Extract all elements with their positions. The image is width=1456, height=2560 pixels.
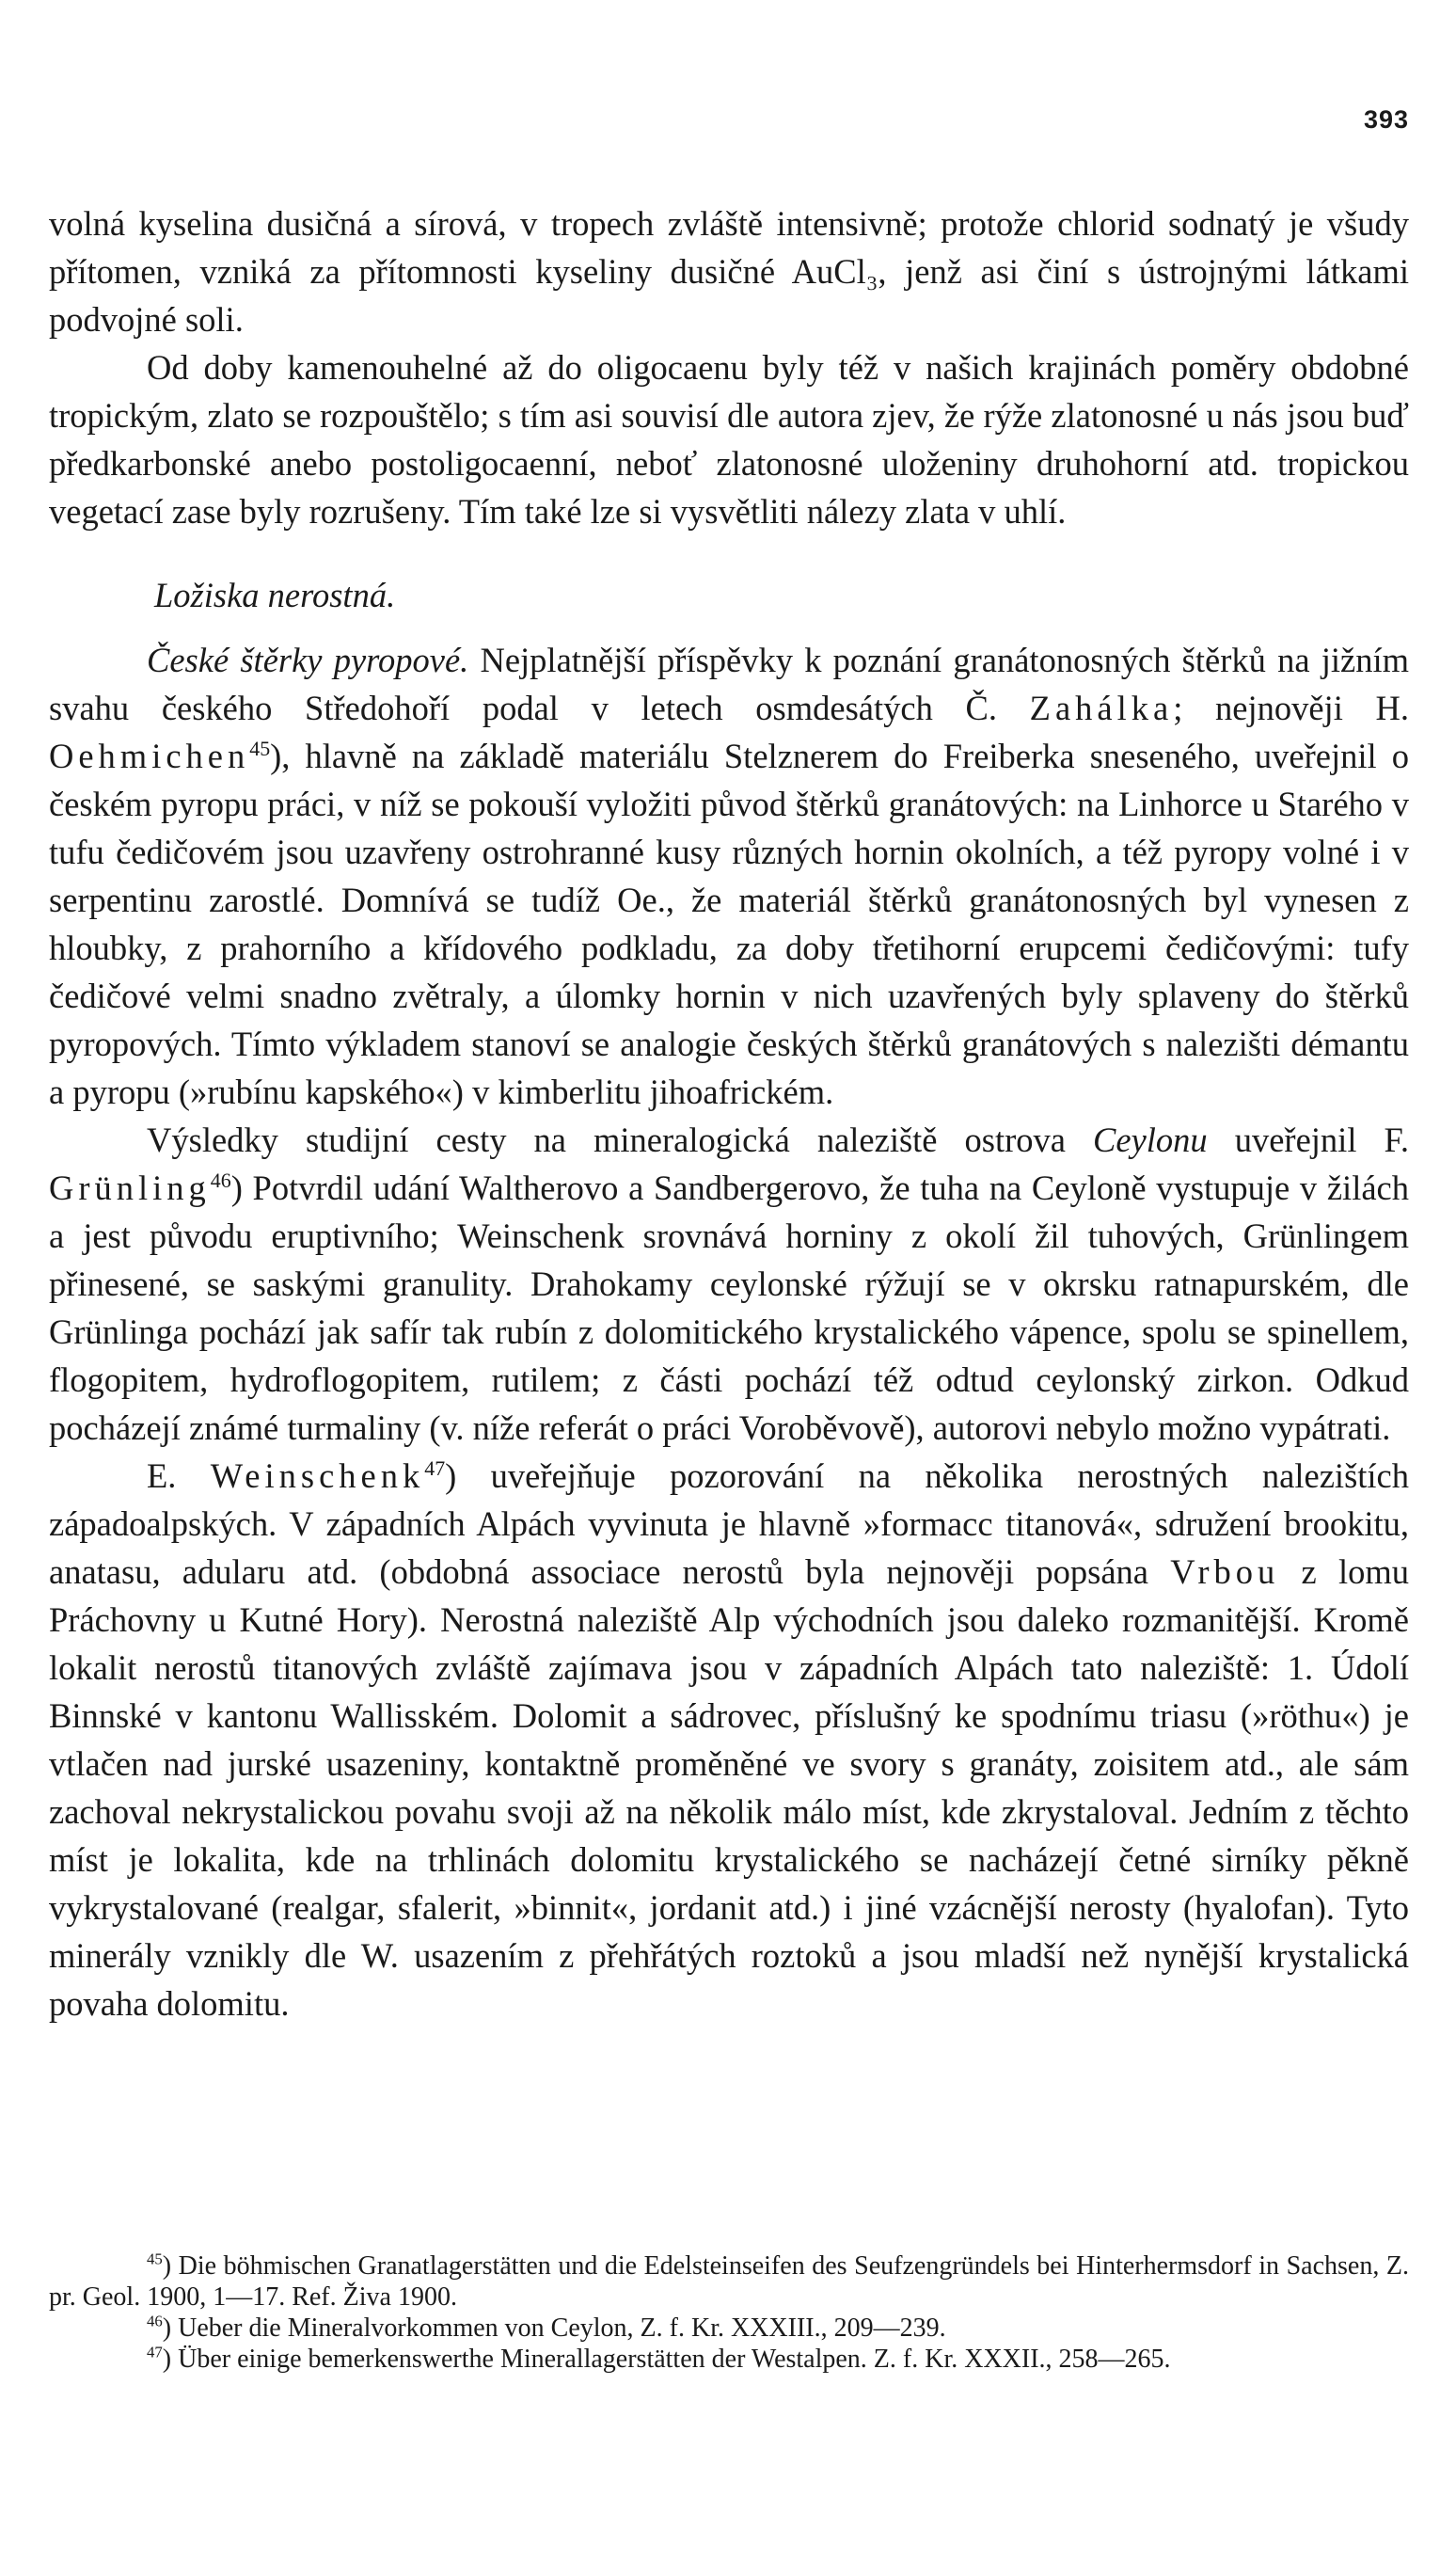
main-text [49, 199, 1409, 2027]
footnote-text: ) Über einige bemerkenswerthe Minerallagerstätten der Westalpen. Z. f. Kr. XXXII., 258—265. [162, 2345, 1171, 2374]
footnote [49, 2313, 1409, 2344]
footnote-ref: 45 [249, 736, 271, 760]
text-run: uveřejnil F. [1207, 1121, 1409, 1159]
footnote-text: ) Ueber die Mineralvorkommen von Ceylon, Z. f. Kr. XXXIII., 209—239. [162, 2314, 946, 2343]
paragraph-1: volná kyselina dusičná a sírová, v tropech zvláště intensivně; protože chlorid sodnatý je všudy přítomen, vzniká za přítomnosti kyseliny dusičné AuCl₃, jenž asi činí s ústrojnými látkami podvojné soli. [49, 204, 1409, 339]
footnote-ref: 47 [424, 1455, 446, 1480]
text-run: Nejplatnější příspěvky k poznání granátonosných štěrků na jižním svahu českého Středohoří podal v letech osmdesátých Č. [49, 641, 1409, 727]
text-run: E. [147, 1456, 211, 1495]
text-run: ) Potvrdil udání Waltherovo a Sandbergerovo, že tuha na Ceyloně vystupuje v žilách a jest původu eruptivního; Weinschenk srovnává horniny z okolí žil tuhových, Grünlingem přinesené, se saskými granulity. Drahokamy ceylonské rýžují se v okrsku ratnapurském, dle Grünlinga pochází jak safír tak rubín z dolomitického krystalického vápence, spolu se spinellem, flogopitem, hydroflogopitem, rutilem; z části pochází též odtud ceylonský zirkon. Odkud pocházejí známé turmaliny (v. níže referát o práci Voroběvově), autorovi nebylo možno vypátrati. [49, 1169, 1409, 1447]
place-name: Ceylonu [1093, 1121, 1208, 1159]
footnote-number: 47 [147, 2343, 163, 2361]
page-number: 393 [1363, 105, 1409, 134]
subsection-title: České štěrky pyropové. [147, 641, 469, 679]
author-name: Grünling [49, 1169, 211, 1207]
text-run: z lomu Práchovny u Kutné Hory). Nerostná naleziště Alp východních jsou daleko rozmanitější. Kromě lokalit nerostů titanových zvláště zajímava jsou v západních Alpách tato naleziště: 1. Údolí Binnské v kantonu Wallisském. Dolomit a sádrovec, příslušný ke spodnímu triasu (»röthu«) je vtlačen nad jurské usazeniny, kontaktně proměněné ve svory s granáty, zoisitem atd., ale sám zachoval nekrystalickou povahu svoji až na několik málo míst, kde zkrystaloval. Jedním z těchto míst je lokalita, kde na trhlinách dolomitu krystalického se nacházejí četné sirníky pěkně vykrystalované (realgar, sfalerit, »binnit«, jordanit atd.) i jiné vzácnější nerosty (hyalofan). Tyto minerály vznikly dle W. usazením z přehřátých roztoků a jsou mladší než nynější krystalická povaha dolomitu. [49, 1552, 1409, 2023]
footnote [49, 2250, 1409, 2313]
paragraph-3 [49, 636, 1409, 1116]
author-name: Vrbou [1170, 1552, 1280, 1591]
text-run: ; nejnověji H. [1173, 689, 1409, 727]
author-name: Weinschenk [210, 1456, 425, 1495]
section-heading: Ložiska nerostná. [154, 576, 396, 614]
paragraph-5 [49, 1452, 1409, 2027]
author-name: Zahálka [1029, 689, 1174, 727]
text-run: ) uveřejňuje pozorování na několika nerostných nalezištích západoalpských. V západních Alpách vyvinuta je hlavně »formacc titanová«, sdružení brookitu, anatasu, adularu atd. (obdobná associace nerostů byla nejnověji popsána [49, 1456, 1410, 1591]
text-run: ), hlavně na základě materiálu Stelznerem do Freiberka sneseného, uveřejnil o českém pyropu práci, v níž se pokouší vyložiti původ štěrků granátových: na Linhorce u Starého v tufu čedičovém jsou uzavřeny ostrohranné kusy různých hornin okolních, a též pyropy volné i v serpentinu zarostlé. Domnívá se tudíž Oe., že materiál štěrků granátonosných byl vynesen z hloubky, z prahorního a křídového podkladu, za doby třetihorní erupcemi čedičovými: tufy čedičové velmi snadno zvětraly, a úlomky hornin v nich uzavřených byly splaveny do štěrků pyropových. Tímto výkladem stanoví se analogie českých štěrků granátových s nalezišti démantu a pyropu (»rubínu kapského«) v kimberlitu jihoafrickém. [49, 737, 1409, 1111]
paragraph-4 [49, 1116, 1409, 1452]
footnote [49, 2344, 1409, 2375]
text-run: Výsledky studijní cesty na mineralogická naleziště ostrova [147, 1121, 1094, 1159]
footnote-ref: 46 [210, 1168, 231, 1192]
footnote-number: 46 [147, 2312, 163, 2330]
footnotes [49, 2250, 1409, 2375]
author-name: Oehmichen [49, 737, 250, 775]
footnote-number: 45 [147, 2250, 163, 2268]
footnote-text: ) Die böhmischen Granatlagerstätten und die Edelsteinseifen des Seufzengründels bei Hinterhermsdorf in Sachsen, Z. pr. Geol. 1900, 1—17. Ref. Živa 1900. [49, 2251, 1409, 2312]
paragraph-2: Od doby kamenouhelné až do oligocaenu byly též v našich krajinách poměry obdobné tropickým, zlato se rozpouštělo; s tím asi souvisí dle autora zjev, že rýže zlatonosné u nás jsou buď předkarbonské anebo postoligocaenní, neboť zlatonosné uloženiny druhohorní atd. tropickou vegetací zase byly rozrušeny. Tím také lze si vysvětliti nálezy zlata v uhlí. [49, 348, 1409, 531]
